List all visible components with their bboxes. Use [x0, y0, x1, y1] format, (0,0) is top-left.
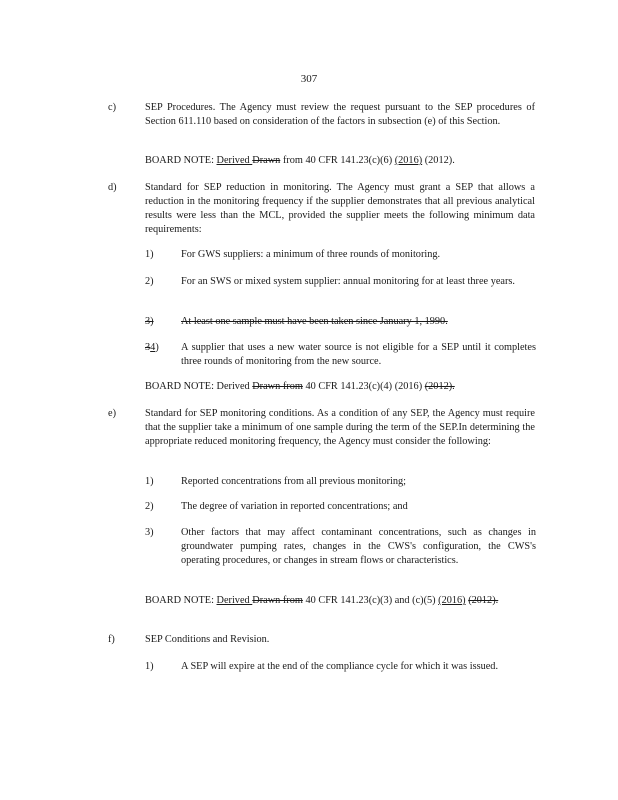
section-e-label: e) [108, 408, 116, 419]
inserted-year: (2016) [438, 595, 466, 606]
list-item-label: 34) [145, 342, 159, 353]
list-item-text: Reported concentrations from all previous monitoring; [181, 476, 407, 487]
list-item-label: 1) [145, 249, 154, 260]
list-item-label: 2) [145, 276, 154, 287]
section-e-text: Standard for SEP monitoring conditions. As a condition of any SEP, the Agency must require that the supplier take a minimum of one sample during the term of the SEP.In determining the appropriate reduced monitoring frequency, the Agency must consider the following: [145, 408, 536, 447]
page-number: 307 [300, 73, 318, 85]
section-d-board-note [145, 380, 535, 394]
list-item-text: For GWS suppliers: a minimum of three rounds of monitoring. [181, 249, 441, 260]
note-year: (2016) [394, 381, 423, 392]
section-e-board-note [145, 594, 535, 608]
section-f-label: f) [108, 634, 115, 645]
list-item-text: Other factors that may affect contaminant concentrations, such as changes in groundwater pumping rates, changes in the CWS's configuration, the CWS's operating procedures, or changes in stream flows or characteristics. [181, 527, 536, 566]
deleted-text: Drawn from [252, 381, 303, 392]
section-d-label: d) [108, 182, 117, 193]
section-d-text: Standard for SEP reduction in monitoring. The Agency must grant a SEP that allows a reduction in the monitoring frequency if the supplier demonstrates that all previous analytical results were less than the MCL, provided the supplier meets the following minimum data requirements: [145, 182, 535, 235]
inserted-year: (2016) [394, 155, 423, 166]
deleted-item-label: 3) [145, 316, 154, 327]
note-citation: 40 CFR 141.23(c)(3) and (c)(5) [302, 595, 439, 606]
note-prefix: BOARD NOTE: [145, 595, 217, 606]
list-item-label: 2) [145, 501, 154, 512]
section-c-text: SEP Procedures. The Agency must review the request pursuant to the SEP procedures of Section 611.110 based on consideration of the factors in subsection (e) of this Section. [145, 102, 535, 127]
deleted-item-text: At least one sample must have been taken since January 1, 1990. [181, 316, 448, 327]
deleted-year: (2012). [468, 595, 499, 606]
list-item-label: 1) [145, 476, 154, 487]
note-citation: 40 CFR 141.23(c)(4) [302, 381, 395, 392]
list-item-text: For an SWS or mixed system supplier: annual monitoring for at least three years. [181, 276, 516, 287]
list-item-text: A supplier that uses a new water source is not eligible for a SEP until it completes three rounds of monitoring from the new source. [181, 342, 536, 367]
list-item-text: A SEP will expire at the end of the compliance cycle for which it was issued. [181, 661, 499, 672]
note-prefix: BOARD NOTE: [145, 155, 217, 166]
deleted-text: Drawn from [252, 595, 303, 606]
deleted-text: Drawn [252, 155, 281, 166]
note-citation: from 40 CFR 141.23(c)(6) [280, 155, 395, 166]
note-prefix: BOARD NOTE: Derived [145, 381, 253, 392]
section-c-label: c) [108, 102, 116, 113]
old-year: (2012) [424, 155, 453, 166]
deleted-year: (2012). [424, 381, 455, 392]
list-item-label: 1) [145, 661, 154, 672]
list-item-text: The degree of variation in reported concentrations; and [181, 501, 408, 512]
section-c-board-note: BOARD NOTE: Derived Drawn from 40 CFR 141.23(c)(6) (2016) (2012). [145, 155, 455, 166]
section-f-text: SEP Conditions and Revision. [145, 634, 270, 645]
inserted-text: Derived [216, 595, 253, 606]
list-item-label: 3) [145, 527, 154, 538]
inserted-text: Derived [216, 155, 253, 166]
